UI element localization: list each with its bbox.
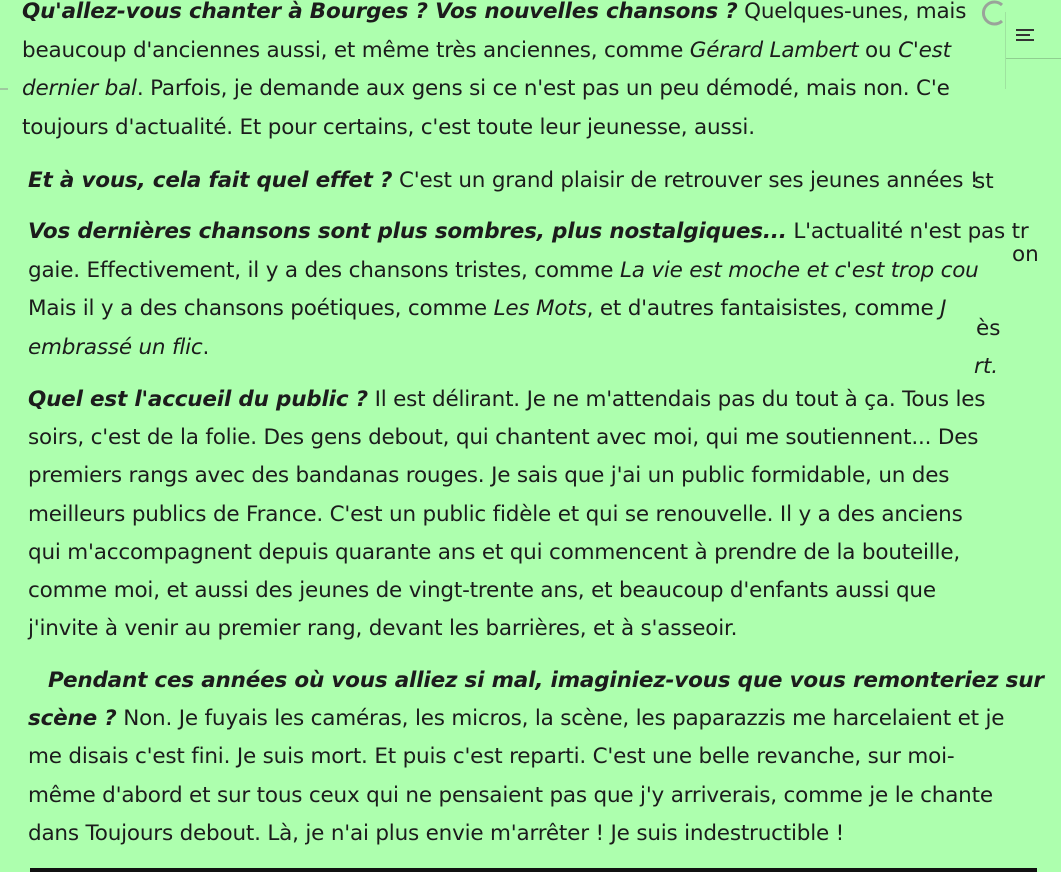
hamburger-menu-icon[interactable]: [1016, 26, 1036, 40]
answer-text: beaucoup d'anciennes aussi, et même très anciennes, comme: [22, 37, 690, 63]
divider: [0, 88, 8, 90]
song-title: J: [940, 296, 947, 321]
answer-text: Quelques-unes, mais: [737, 0, 967, 24]
answer-text: . Parfois, je demande aux gens si ce n'est pas un peu démodé, mais non. C'e: [136, 76, 950, 101]
answer-text: .: [202, 334, 210, 360]
song-title: La vie est moche et c'est trop cou: [619, 257, 979, 283]
answer-text: toujours d'actualité. Et pour certains, c'est toute leur jeunesse, aussi.: [22, 114, 755, 140]
paragraph-effet: [28, 162, 993, 201]
answer-text: me disais c'est fini. Je suis mort. Et puis c'est reparti. C'est une belle revanche, sur moi-: [28, 744, 955, 770]
question-sombres: Vos dernières chansons sont plus sombres, plus nostalgiques...: [28, 219, 787, 244]
answer-text: qui m'accompagnent depuis quarante ans et qui commencent à prendre de la bouteille,: [28, 539, 960, 565]
question-effet: Et à vous, cela fait quel effet ?: [28, 168, 393, 193]
answer-text: C'est un grand plaisir de retrouver ses jeunes années !: [392, 168, 979, 193]
loading-spinner-icon: [980, 0, 1006, 26]
answer-text: ou: [858, 37, 899, 63]
song-title: C'est: [898, 37, 951, 63]
answer-text: gaie. Effectivement, il y a des chansons tristes, comme: [28, 257, 620, 283]
answer-text: j'invite à venir au premier rang, devant les barrières, et à s'asseoir.: [28, 616, 738, 642]
stray-fragment: rt.: [974, 354, 999, 379]
stray-fragment: st: [974, 169, 994, 194]
answer-text: premiers rangs avec des bandanas rouges. Je sais que j'ai un public formidable, un des: [28, 463, 950, 489]
song-title: Les Mots: [493, 296, 587, 321]
answer-text: meilleurs publics de France. C'est un public fidèle et qui se renouvelle. Il y a des anciens: [28, 501, 963, 527]
paragraph-bourges: [22, 0, 977, 147]
stray-fragment: ès: [976, 316, 1001, 341]
question-scene: Pendant ces années où vous alliez si mal, imaginiez-vous que vous remonteriez sur: [48, 668, 1044, 693]
question-scene-end: scène ?: [28, 706, 117, 732]
answer-text: Non. Je fuyais les caméras, les micros, la scène, les paparazzis me harcelaient et je: [116, 706, 1005, 732]
answer-text: même d'abord et sur tous ceux qui ne pensaient pas que j'y arriverais, comme je le chante: [28, 782, 993, 808]
answer-text: comme moi, et aussi des jeunes de vingt-trente ans, et beaucoup d'enfants aussi que: [28, 577, 936, 603]
floating-menu: [1005, 12, 1061, 89]
answer-text: , et d'autres fantaisistes, comme: [586, 296, 941, 321]
paragraph-scene: [28, 662, 1044, 853]
question-bourges: Qu'allez-vous chanter à Bourges ? Vos nouvelles chansons ?: [22, 0, 738, 24]
answer-text: dans Toujours debout. Là, je n'ai plus envie m'arrêter ! Je suis indestructible !: [28, 820, 845, 846]
divider: [1006, 58, 1061, 59]
song-title: Gérard Lambert: [689, 37, 859, 63]
answer-text: soirs, c'est de la folie. Des gens debout, qui chantent avec moi, qui me soutiennent... Des: [28, 425, 979, 451]
media-player-edge: [30, 868, 1037, 872]
answer-text: Mais il y a des chansons poétiques, comme: [28, 296, 494, 321]
song-title: embrassé un flic: [28, 334, 203, 360]
answer-text: Il est délirant. Je ne m'attendais pas du tout à ça. Tous les: [367, 387, 986, 412]
stray-fragment: on: [1012, 242, 1039, 267]
song-title: dernier bal: [22, 76, 137, 101]
paragraph-accueil: [28, 381, 1013, 648]
question-accueil: Quel est l'accueil du public ?: [28, 387, 368, 412]
answer-text: L'actualité n'est pas tr: [786, 219, 1029, 244]
